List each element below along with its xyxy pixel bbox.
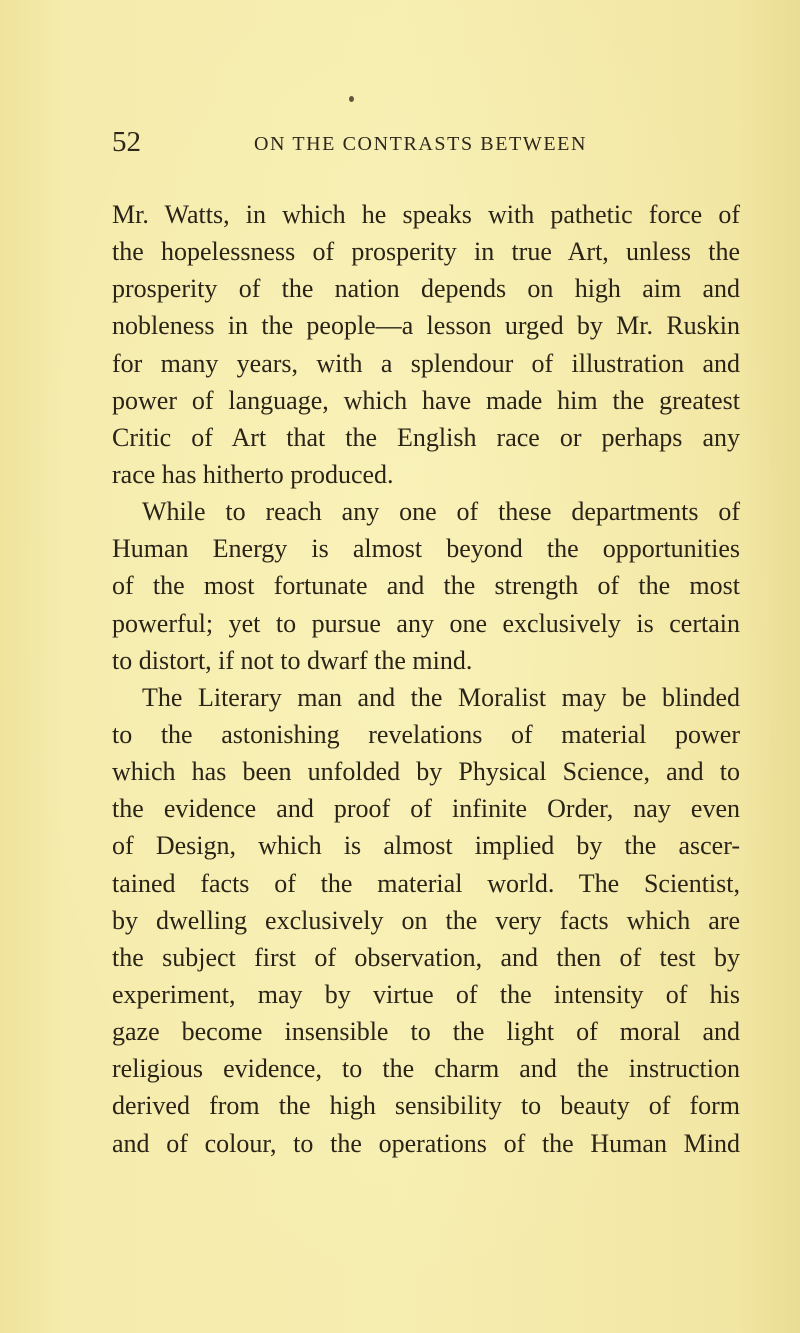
body-text [112,196,740,1162]
paragraph-start-line: While to reach any one of these departments of [142,497,740,527]
text-line: the evidence and proof of infinite Order, nay even [112,794,740,824]
text-line: the hopelessness of prosperity in true Art, unless the [112,237,740,267]
text-line: of Design, which is almost implied by the ascer- [112,831,740,861]
text-line: Mr. Watts, in which he speaks with pathetic force of [112,200,740,229]
text-line: experiment, may by virtue of the intensity of his [112,979,740,1009]
text-line: derived from the high sensibility to beauty of form [112,1091,740,1121]
text-line: Critic of Art that the English race or perhaps any [112,422,740,452]
ink-dot [349,96,354,102]
running-head-title: ON THE CONTRASTS BETWEEN [254,133,588,155]
paragraph-start-line: The Literary man and the Moralist may be blinded [142,682,740,712]
text-line: for many years, with a splendour of illustration and [112,348,740,378]
text-line: power of language, which have made him the greatest [112,385,740,415]
text-line: of the most fortunate and the strength of the most [112,571,740,601]
text-line: to distort, if not to dwarf the mind. [112,645,473,675]
text-line: tained facts of the material world. The Scientist, [112,868,740,898]
text-line: Human Energy is almost beyond the opportunities [112,534,740,564]
text-line: gaze become insensible to the light of moral and [112,1017,740,1047]
text-line: the subject first of observation, and then of test by [112,942,740,972]
text-line: to the astonishing revelations of material power [112,719,740,749]
text-line: powerful; yet to pursue any one exclusively is certain [112,608,740,638]
running-head [112,124,708,160]
text-line: prosperity of the nation depends on high aim and [112,274,740,304]
text-line: by dwelling exclusively on the very facts which are [112,905,740,935]
text-line: and of colour, to the operations of the Human Mind [112,1128,740,1158]
text-line: which has been unfolded by Physical Science, and to [112,757,740,787]
page-number: 52 [112,126,141,158]
text-line: religious evidence, to the charm and the instruction [112,1054,740,1084]
text-line: nobleness in the people—a lesson urged by Mr. Ruskin [112,311,740,341]
text-line: race has hitherto produced. [112,459,394,489]
